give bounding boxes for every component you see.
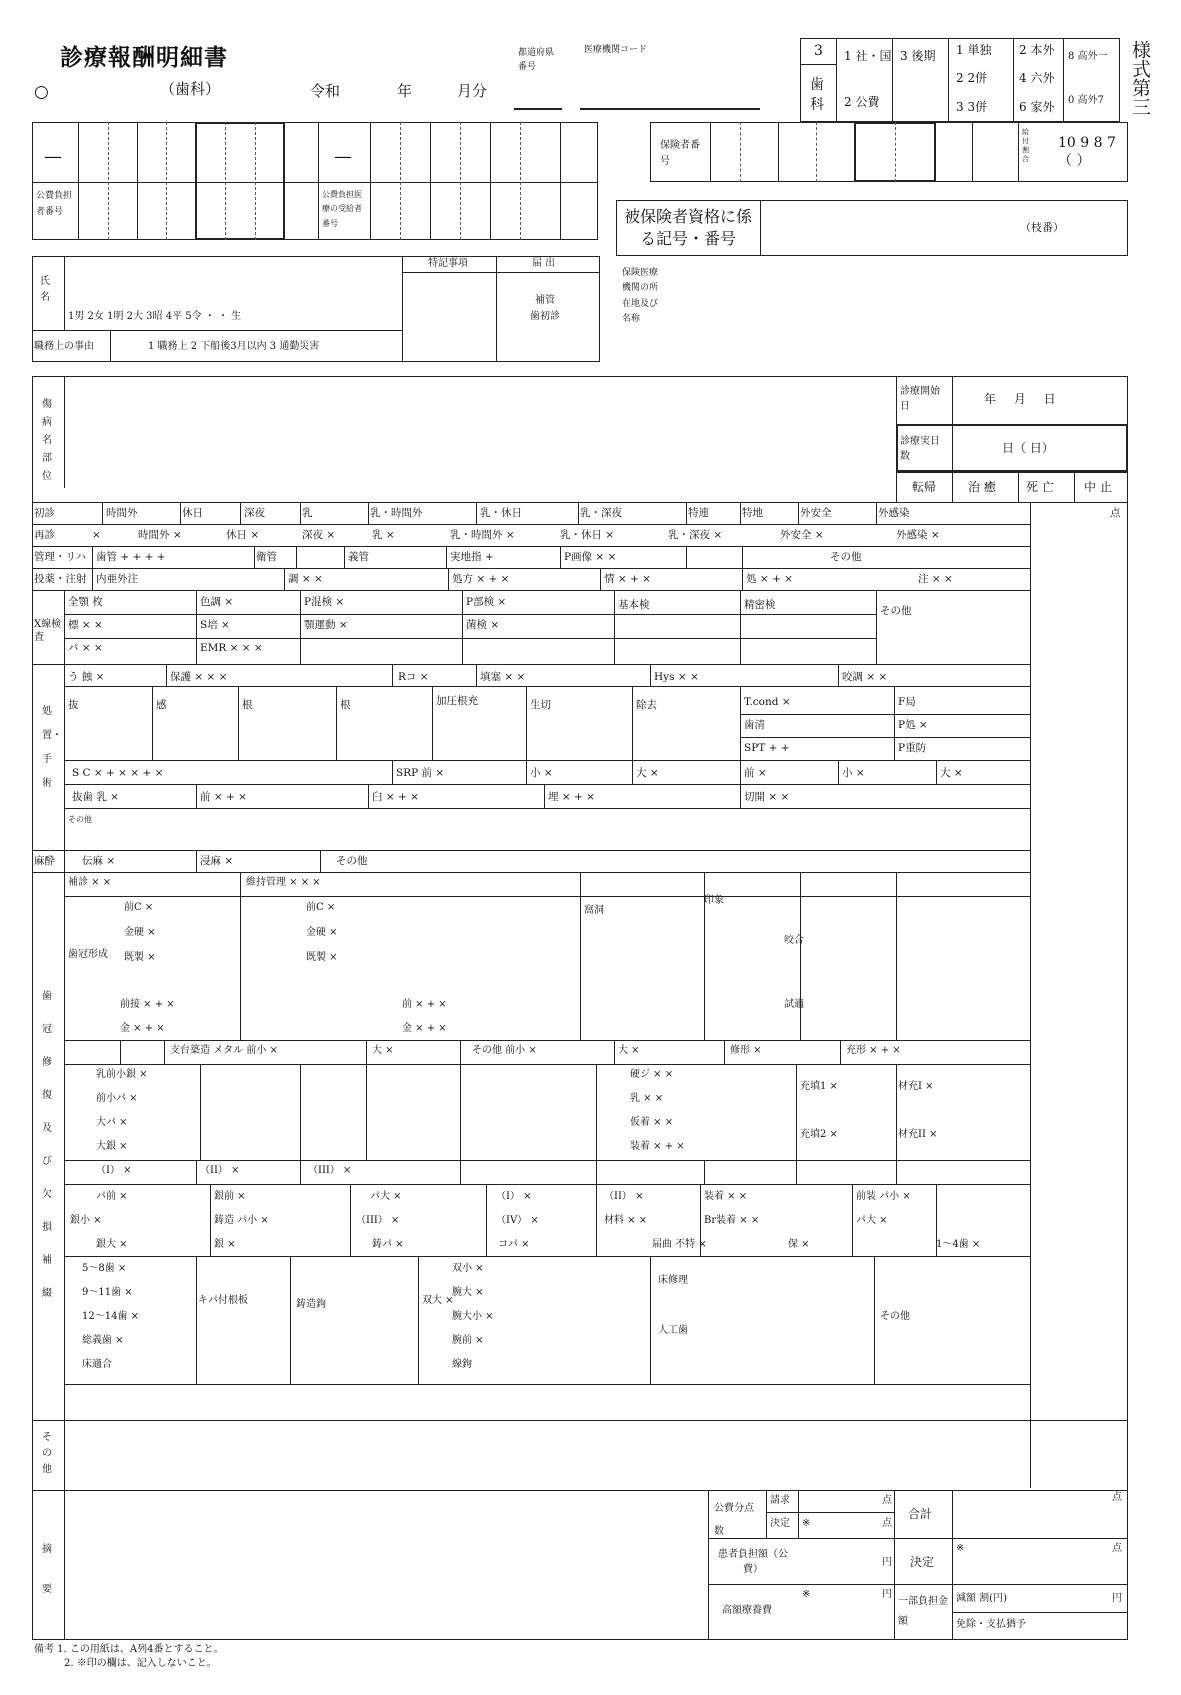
xray-cell: P部検 × <box>466 596 507 608</box>
xray-cell: パ × × <box>68 642 103 654</box>
management-cell: その他 <box>830 551 862 563</box>
crown-cell: パ大 × <box>370 1191 402 1202</box>
revisit-cell: 再診 <box>34 529 55 541</box>
first-visit-cell: 点 <box>1110 507 1121 519</box>
mark-2: ※ <box>956 1543 965 1554</box>
reason-label: 職務上の事由 <box>34 341 94 352</box>
mark-1: ※ <box>802 1518 811 1529</box>
insurer-label: 保険者番号 <box>660 140 700 167</box>
yen-unit-3: 円 <box>1112 1593 1122 1604</box>
procedure-cell: 大 × <box>940 767 963 779</box>
inst-code-label: 医療機関コード <box>584 45 648 55</box>
ins-type-1: 1 社・国 <box>844 49 892 63</box>
procedure-cell: 臼 × + × <box>372 791 419 803</box>
crown-cell: 腕大小 × <box>452 1311 494 1322</box>
public-payer-box[interactable] <box>32 122 598 240</box>
revisit-cell: 休日 × <box>226 529 260 541</box>
revisit-cell: 時間外 × <box>138 529 182 541</box>
first-visit-cell: 特地 <box>742 507 763 519</box>
crown-cell: 金硬 × <box>124 927 156 938</box>
crown-cell: 鋳造 パ小 × <box>214 1215 269 1226</box>
outcome-1: 治 癒 <box>968 480 996 494</box>
reason-values: 1 職務上 2 下船後3月以内 3 通勤災害 <box>148 341 320 352</box>
crown-cell: 大銀 × <box>96 1141 128 1152</box>
crown-cell: 支台築造 メタル 前小 × <box>170 1045 278 1056</box>
crown-cell: 窩洞 <box>584 905 604 916</box>
procedure-cell: 生切 <box>530 699 551 711</box>
crown-cell: 金 × + × <box>402 1023 447 1034</box>
procedure-cell: 填塞 × × <box>480 671 526 683</box>
crown-cell: （II） × <box>200 1165 240 1176</box>
out-2: 4 六外 <box>1019 71 1055 85</box>
management-cell: P画像 × × <box>564 551 617 563</box>
management-cell: 義管 <box>348 551 369 563</box>
crown-cell: 既製 × <box>124 952 156 963</box>
crown-cell: 金硬 × <box>306 927 338 938</box>
yen-unit-1: 円 <box>882 1557 892 1568</box>
xray-cell: 色調 × <box>200 596 234 608</box>
xray-cell: P混検 × <box>304 596 345 608</box>
crown-cell: （II） × <box>604 1191 644 1202</box>
start-values: 年 月 日 <box>984 392 1056 406</box>
first-visit-cell: 乳・時間外 <box>370 507 423 519</box>
crown-cell: 大 × <box>618 1045 640 1056</box>
procedure-cell: SPT + + <box>744 742 790 754</box>
crown-cell: 9〜11歯 × <box>82 1287 133 1298</box>
revisit-cell: 外感染 × <box>896 529 940 541</box>
xray-cell: 精密検 <box>744 599 776 611</box>
drug-cell: 調 × × <box>288 573 323 585</box>
crown-cell: 材充I × <box>898 1081 934 1092</box>
management-cell: 実地指 + <box>450 551 494 563</box>
crown-cell: 乳前小銀 × <box>96 1069 148 1080</box>
drug-cell: 内亜外注 <box>96 573 138 585</box>
procedure-cell: S C × + × × + × <box>72 767 164 779</box>
crown-cell: 乳 × × <box>630 1093 664 1104</box>
procedure-cell: 感 <box>156 699 167 711</box>
single-2: 2 2併 <box>956 71 988 85</box>
revisit-cell: 外安全 × <box>780 529 824 541</box>
crown-cell: 装着 × × <box>704 1191 748 1202</box>
crown-cell: 仮着 × × <box>630 1117 674 1128</box>
crown-cell: 印象 <box>704 895 724 906</box>
revisit-cell: 乳・休日 × <box>560 529 615 541</box>
procedure-cell: 抜 <box>68 699 79 711</box>
crown-cell: 双大 × <box>422 1295 454 1306</box>
crown-cell: 5〜8歯 × <box>82 1263 127 1274</box>
first-visit-cell: 外感染 <box>878 507 910 519</box>
crown-cell: その他 <box>880 1311 910 1322</box>
high-1: 8 高外一 <box>1068 51 1108 62</box>
crown-cell: 前装 パ小 × <box>856 1191 911 1202</box>
procedure-cell: 前 × + × <box>200 791 247 803</box>
first-visit-cell: 時間外 <box>106 507 138 519</box>
procedure-cell: 根 <box>340 699 351 711</box>
yen-unit-2: 円 <box>882 1589 892 1600</box>
public-payer-label: 公費負担者番号 <box>36 191 73 218</box>
crown-cell: 前接 × + × <box>120 999 175 1010</box>
total-label: 合計 <box>908 1507 933 1521</box>
crown-cell: 12〜14歯 × <box>82 1311 140 1322</box>
crown-cell: その他 前小 × <box>472 1045 537 1056</box>
era-label: 令和 <box>310 82 341 100</box>
outcome-label: 転帰 <box>912 480 937 494</box>
ins-type-3: 3 後期 <box>900 49 936 63</box>
procedure-cell: う 蝕 × <box>68 671 105 683</box>
procedure-cell: Rコ × <box>398 671 429 683</box>
crown-cell: 銀小 × <box>70 1215 102 1226</box>
point-unit-3: 点 <box>1112 1492 1122 1503</box>
xray-label: X線検査 <box>34 619 62 643</box>
procedure-cell: 切開 × × <box>744 791 790 803</box>
first-visit-cell: 乳・休日 <box>480 507 522 519</box>
xray-cell: S培 × <box>200 619 230 631</box>
revisit-cell: 乳・深夜 × <box>668 529 723 541</box>
procedure-cell: 小 × <box>530 767 553 779</box>
start-label: 診療開始日 <box>900 386 940 412</box>
diagnosis-label: 傷病名部位 <box>42 399 52 482</box>
crown-cell: （III） × <box>356 1215 400 1226</box>
crown-cell: 修形 × <box>730 1045 762 1056</box>
crown-cell: Br装着 × × <box>704 1215 760 1226</box>
first-visit-cell: 乳・深夜 <box>580 507 622 519</box>
anesthesia-cell: 浸麻 × <box>200 855 234 867</box>
crown-cell: 保 × <box>788 1239 810 1250</box>
crown-cell: 材料 × × <box>604 1215 648 1226</box>
note-2: 2. ※印の欄は、記入しないこと。 <box>64 1658 217 1669</box>
out-1: 2 本外 <box>1019 43 1055 57</box>
crown-cell: （IV） × <box>496 1215 539 1226</box>
high-cost-label: 高額療養費 <box>722 1605 772 1616</box>
crown-cell: 補診 × × <box>68 877 112 888</box>
crown-cell: 腕大 × <box>452 1287 484 1298</box>
crown-cell: 銀 × <box>214 1239 236 1250</box>
drug-cell: 処 × + × <box>746 573 793 585</box>
crown-cell: 床修理 <box>658 1275 688 1286</box>
ins-type-2: 2 公費 <box>844 95 880 109</box>
single-1: 1 単独 <box>956 43 992 57</box>
outcome-2: 死 亡 <box>1026 480 1054 494</box>
crown-cell: 腕前 × <box>452 1335 484 1346</box>
name-label: 氏名 <box>40 276 50 303</box>
crown-cell: 歯冠形成 <box>68 949 108 960</box>
crown-cell: 前 × + × <box>402 999 447 1010</box>
note-1: 備考 1. この用紙は、A列4番とすること。 <box>34 1644 224 1655</box>
crown-cell: 銀前 × <box>214 1191 246 1202</box>
public-points-label: 公費分点数 <box>714 1503 754 1537</box>
first-visit-cell: 初診 <box>34 507 55 519</box>
request-label: 請求 <box>770 1495 790 1506</box>
crown-label: 歯冠修復及び欠損補綴 <box>42 991 52 1299</box>
outcome-3: 中 止 <box>1084 480 1112 494</box>
code-3: 3 <box>814 43 823 59</box>
crown-cell: （I） × <box>496 1191 532 1202</box>
insured-label: 被保険者資格に係る記号・番号 <box>623 207 752 249</box>
first-visit-cell: 乳 <box>302 507 313 519</box>
crown-cell: 鋳パ × <box>372 1239 404 1250</box>
crown-cell: 人工歯 <box>658 1325 688 1336</box>
management-cell: 管理・リハ <box>34 551 87 563</box>
procedure-cell: F局 <box>898 696 916 708</box>
high-2: 0 高外7 <box>1068 95 1104 106</box>
notify-2: 歯初診 <box>530 311 560 322</box>
drug-cell: 処方 × + × <box>452 573 510 585</box>
first-visit-cell: 外安全 <box>800 507 832 519</box>
other-label: その他 <box>42 1432 52 1475</box>
crown-cell: 線鉤 <box>452 1359 472 1370</box>
management-cell: 歯管 + + + + <box>96 551 166 563</box>
public-recipient-label: 公費負担医療の受給者番号 <box>322 190 362 228</box>
single-3: 3 3併 <box>956 100 988 114</box>
sex-era: 1男 2女 1明 2大 3昭 4平 5令 ・ ・ 生 <box>68 311 242 322</box>
procedure-cell: 保護 × × × <box>170 671 228 683</box>
dental-box-label: 歯科 <box>810 77 824 113</box>
procedure-cell: 加圧根充 <box>436 695 478 707</box>
pref-label: 都道府県番号 <box>518 48 555 73</box>
branch-label: （枝番） <box>1020 221 1064 234</box>
xray-cell: その他 <box>880 605 912 617</box>
revisit-cell: 深夜 × <box>302 529 336 541</box>
days-values: 日（ 日） <box>1002 441 1054 455</box>
xray-cell: 全顎 枚 <box>68 596 103 608</box>
anesthesia-cell: その他 <box>336 855 368 867</box>
crown-cell: 充形 × + × <box>846 1045 901 1056</box>
procedure-cell: 埋 × + × <box>548 791 595 803</box>
partial-label: 一部負担金額 <box>898 1596 948 1627</box>
procedure-cell: Hys × × <box>654 671 699 683</box>
crown-cell: 銀大 × <box>96 1239 128 1250</box>
procedure-cell: その他 <box>68 815 92 824</box>
decision-label: 決定 <box>770 1518 790 1529</box>
out-3: 6 家外 <box>1019 100 1055 114</box>
procedure-cell: 小 × <box>842 767 865 779</box>
year-label: 年 <box>397 82 413 100</box>
crown-cell: 双小 × <box>452 1263 484 1274</box>
facility-label: 保険医療機関の所在地及び名称 <box>622 268 659 324</box>
procedure-cell: T.cond × <box>744 696 791 708</box>
crown-cell: 届曲 不特 × <box>652 1239 707 1250</box>
notify-1: 補管 <box>535 295 555 306</box>
crown-cell: 硬ジ × × <box>630 1069 674 1080</box>
exempt-label: 免除・支払猶予 <box>956 1619 1026 1630</box>
crown-cell: パ前 × <box>96 1191 128 1202</box>
anesthesia-cell: 伝麻 × <box>82 855 116 867</box>
crown-cell: 装着 × + × <box>630 1141 685 1152</box>
xray-cell: 顎運動 × <box>304 619 348 631</box>
xray-cell: EMR × × × <box>200 642 263 654</box>
point-unit-2: 点 <box>882 1518 892 1529</box>
crown-cell: 大パ × <box>96 1117 128 1128</box>
first-visit-cell: 深夜 <box>244 507 265 519</box>
drug-cell: 投薬・注射 <box>34 573 87 585</box>
crown-cell: （III） × <box>308 1165 352 1176</box>
drug-cell: 注 × × <box>918 573 953 585</box>
crown-cell: キパ付根板 <box>198 1295 248 1306</box>
special-label: 特記事項 <box>428 258 468 269</box>
crown-cell: 床適合 <box>82 1359 112 1370</box>
xray-cell: 菌検 × <box>466 619 500 631</box>
crown-cell: （I） × <box>96 1165 132 1176</box>
point-unit-4: 点 <box>1112 1543 1122 1554</box>
first-visit-cell: 特連 <box>688 507 709 519</box>
patient-burden-label: 患者負担額（公費） <box>718 1549 788 1575</box>
circle-mark: ○ <box>34 82 49 102</box>
month-label: 月分 <box>457 82 488 100</box>
procedure-cell: P処 × <box>898 719 928 731</box>
procedure-cell: 歯清 <box>744 719 765 731</box>
management-cell: 衛管 <box>256 551 277 563</box>
benefit-label: 給付割合 <box>1022 128 1029 164</box>
summary-label: 摘要 <box>42 1544 52 1595</box>
crown-cell: 材充II × <box>898 1129 938 1140</box>
point-unit-1: 点 <box>882 1495 892 1506</box>
drug-cell: 情 × + × <box>604 573 651 585</box>
crown-cell: パ大 × <box>856 1215 888 1226</box>
form-title: 診療報酬明細書 <box>60 44 228 71</box>
crown-cell: 前C × <box>306 902 336 913</box>
revisit-cell: 乳・時間外 × <box>450 529 515 541</box>
procedure-cell: 前 × <box>744 767 767 779</box>
decide-label: 決定 <box>910 1555 935 1569</box>
procedure-cell: SRP 前 × <box>396 767 445 779</box>
revisit-cell: 乳 × <box>372 529 395 541</box>
crown-cell: 前C × <box>124 902 154 913</box>
crown-cell: 咬合 <box>784 935 804 946</box>
procedure-cell: 大 × <box>636 767 659 779</box>
reduction-label: 減額 割(円) <box>956 1593 1007 1604</box>
days-label: 診療実日数 <box>900 436 940 462</box>
first-visit-cell: 休日 <box>182 507 203 519</box>
procedure-cell: 抜歯 乳 × <box>72 791 119 803</box>
crown-cell: コパ × <box>498 1239 530 1250</box>
dash-2: — <box>334 146 352 167</box>
procedure-cell: 根 <box>242 699 253 711</box>
proc-label: 処置・手術 <box>42 706 62 789</box>
dental-category: （歯科） <box>160 80 221 98</box>
notify-label: 届 出 <box>532 258 556 269</box>
crown-cell: 前小パ × <box>96 1093 138 1104</box>
mark-3: ※ <box>802 1589 811 1600</box>
crown-cell: 鋳造鉤 <box>296 1299 326 1310</box>
procedure-cell: P重防 <box>898 742 927 754</box>
crown-cell: 金 × + × <box>120 1023 165 1034</box>
xray-cell: 基本検 <box>618 599 650 611</box>
xray-cell: 標 × × <box>68 619 103 631</box>
benefit-values: 10 9 8 7（ ） <box>1058 135 1116 170</box>
crown-cell: 1〜4歯 × <box>936 1239 981 1250</box>
crown-cell: 充填1 × <box>800 1081 838 1092</box>
crown-cell: 大 × <box>372 1045 394 1056</box>
procedure-cell: 除去 <box>636 699 657 711</box>
revisit-cell: × <box>92 529 101 541</box>
crown-cell: 試適 <box>784 999 804 1010</box>
dash-1: — <box>44 146 62 167</box>
crown-cell: 維持管理 × × × <box>246 877 321 888</box>
crown-cell: 既製 × <box>306 952 338 963</box>
crown-cell: 充填2 × <box>800 1129 838 1140</box>
anesthesia-cell: 麻酔 <box>34 855 55 867</box>
procedure-cell: 咬調 × × <box>842 671 888 683</box>
form-number: 様式第三 <box>1129 40 1151 116</box>
crown-cell: 総義歯 × <box>82 1335 124 1346</box>
